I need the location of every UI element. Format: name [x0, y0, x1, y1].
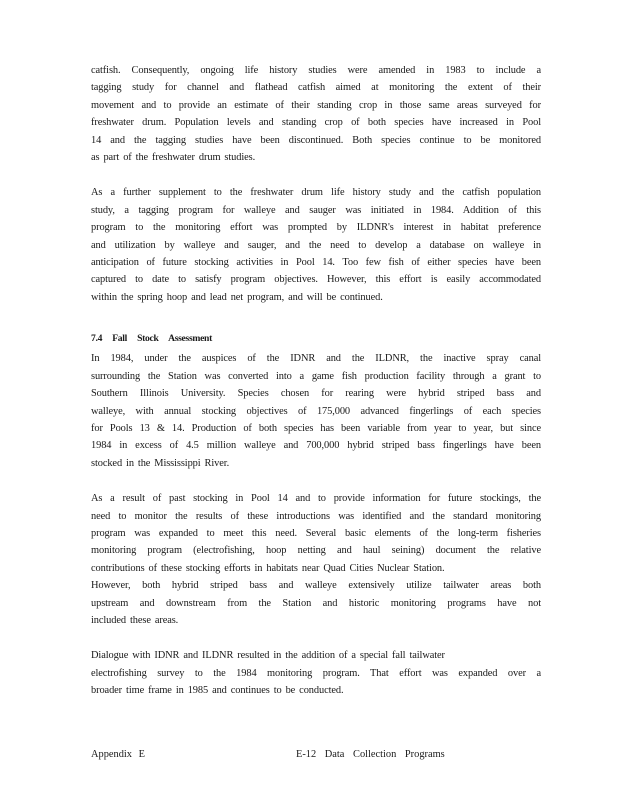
text-line: Dialogue with IDNR and ILDNR resulted in the addition of a special fall tailwater	[91, 650, 445, 662]
text-line: tagging study for channel and flathead catfish aimed at monitoring the extent of their	[91, 82, 541, 94]
text-line: However, both hybrid striped bass and walleye extensively utilize tailwater areas both	[91, 580, 541, 592]
text-line: freshwater drum. Population levels and standing crop of both species have increased in Pool	[91, 117, 541, 129]
text-line: program was expanded to meet this need. Several basic elements of the long-term fisheries	[91, 527, 541, 539]
paragraph-dialogue	[91, 647, 541, 699]
paragraph-gap	[91, 306, 541, 324]
text-line: catfish. Consequently, ongoing life history studies were amended in 1983 to include a	[91, 65, 541, 76]
text-line: anticipation of future stocking activities in Pool 14. Too few fish of either species have been	[91, 257, 541, 269]
text-line: monitoring program (electrofishing, hoop netting and haul seining) document the relative	[91, 545, 541, 557]
text-line: electrofishing survey to the 1984 monitoring program. That effort was expanded over a	[91, 667, 541, 679]
paragraph-monitoring-expansion	[91, 490, 541, 629]
paragraph-stocking-history	[91, 350, 541, 472]
text-line: In 1984, under the auspices of the IDNR and the ILDNR, the inactive spray canal	[91, 353, 541, 365]
paragraph-walleye-tagging	[91, 184, 541, 306]
text-line: As a further supplement to the freshwater drum life history study and the catfish population	[91, 187, 541, 199]
page-footer	[91, 747, 541, 763]
paragraph-gap	[91, 166, 541, 184]
text-line: Southern Illinois University. Species chosen for rearing were hybrid striped bass and	[91, 388, 541, 400]
text-line: broader time frame in 1985 and continues to be conducted.	[91, 685, 344, 697]
paragraph-gap	[91, 472, 541, 490]
text-line: and utilization by walleye and sauger, and the need to develop a database on walleye in	[91, 239, 541, 251]
text-line: as part of the freshwater drum studies.	[91, 152, 256, 164]
text-line: contributions of these stocking efforts in habitats near Quad Cities Nuclear Station.	[91, 562, 445, 574]
text-line: 1984 in excess of 4.5 million walleye and 700,000 hybrid striped bass fingerlings have been	[91, 440, 541, 452]
text-line: study, a tagging program for walleye and sauger was initiated in 1984. Addition of this	[91, 204, 541, 216]
footer-appendix-label: Appendix E	[91, 749, 145, 760]
text-line: As a result of past stocking in Pool 14 and to provide information for future stockings, the	[91, 493, 541, 505]
text-line: need to monitor the results of these introductions was identified and the standard monitoring	[91, 510, 541, 522]
text-line: included these areas.	[91, 614, 179, 626]
footer-page-label: E-12 Data Collection Programs	[296, 749, 445, 760]
text-line: 14 and the tagging studies have been discontinued. Both species continue to be monitored	[91, 134, 541, 146]
text-line: upstream and downstream from the Station and historic monitoring programs have not	[91, 597, 541, 609]
paragraph-catfish	[91, 62, 541, 166]
section-heading: 7.4 Fall Stock Assessment	[91, 333, 212, 345]
text-line: walleye, with annual stocking objectives of 175,000 advanced fingerlings of each species	[91, 405, 541, 417]
text-line: for Pools 13 & 14. Production of both species has been variable from year to year, but since	[91, 422, 541, 434]
text-line: within the spring hoop and lead net program, and will be continued.	[91, 291, 383, 303]
document-body	[91, 62, 541, 700]
paragraph-gap	[91, 629, 541, 647]
text-line: stocked in the Mississippi River.	[91, 457, 230, 469]
text-line: surrounding the Station was converted into a game fish production facility through a grant to	[91, 370, 541, 382]
text-line: program to the monitoring effort was prompted by ILDNR's interest in habitat preference	[91, 222, 541, 234]
text-line: captured to date to satisfy program objectives. However, this effort is easily accommodated	[91, 274, 541, 286]
text-line: movement and to provide an estimate of their standing crop in those same areas surveyed for	[91, 99, 541, 111]
